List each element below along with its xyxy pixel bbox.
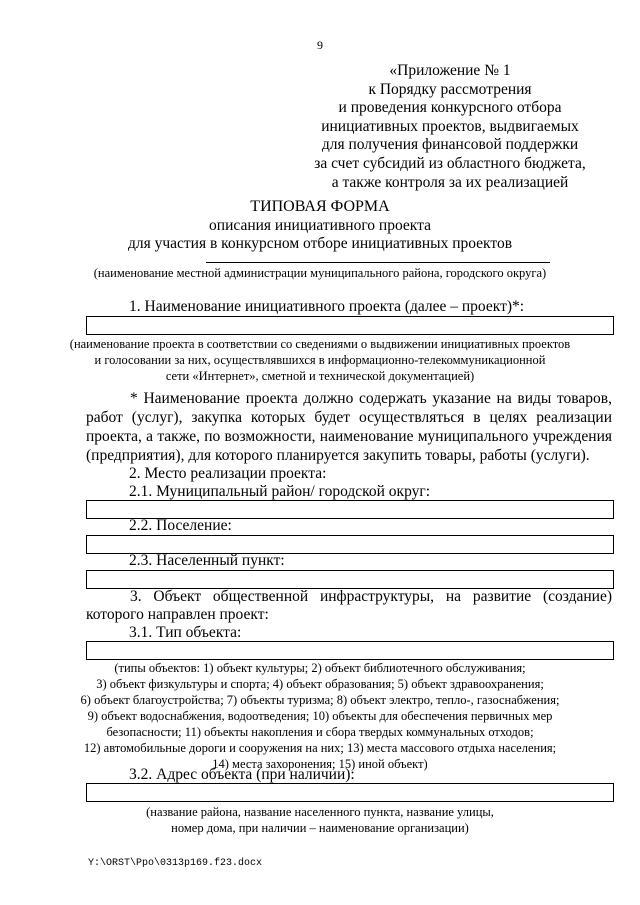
annex-line: и проведения конкурсного отбора [338,99,562,117]
section3-heading: 3. Объект общественной инфраструктуры, на развитие (создание) [130,588,612,605]
object-type-field[interactable] [86,641,614,660]
address-note [0,804,640,836]
project-name-note [0,336,640,384]
project-name-field[interactable] [86,316,614,335]
object-address-label: 3.2. Адрес объекта (при наличии): [129,766,355,783]
object-types-note [0,660,640,772]
annex-header [300,62,600,192]
note-line: (наименование проекта в соответствии со сведениями о выдвижении инициативных проектов [69,337,571,351]
footnote-line: (предприятия), для которого планируется закупить товары, работы (услуги). [86,447,590,464]
note-line: номер дома, при наличии – наименование организации) [171,821,469,835]
note-line: и голосовании за них, осуществлявшихся в информационно-телекоммуникационной [94,353,546,367]
footnote-line: * Наименование проекта должно содержать указание на виды товаров, [130,390,612,407]
locality-label: 2.3. Населенный пункт: [129,552,285,569]
annex-line: для получения финансовой поддержки [321,136,579,154]
annex-line: а также контроля за их реализацией [331,173,569,191]
section3-heading: которого направлен проект: [86,606,269,623]
note-line: (название района, название населенного пункта, название улицы, [146,805,494,819]
annex-line: «Приложение № 1 [389,62,511,79]
footer-file-path: Y:\ORST\Ppo\0313p169.f23.docx [88,858,263,869]
annex-line: инициативных проектов, выдвигаемых [321,117,579,135]
note-line: 14) места захоронения; 15) иной объект) [212,757,428,771]
footnote-line: проекта, а также, по возможности, наименование муниципального учреждения [86,428,612,445]
form-title: ТИПОВАЯ ФОРМА [250,198,390,215]
note-line: 12) автомобильные дороги и сооружения на них; 13) места массового отдыха населения; [83,741,557,755]
note-line: безопасности; 11) объекты накопления и сбора твердых коммунальных отходов; [106,725,534,739]
municipal-district-label: 2.1. Муниципальный район/ городской округ: [129,483,431,500]
form-subtitle: для участия в конкурсном отборе инициативных проектов [127,235,513,252]
object-address-field[interactable] [86,783,614,802]
section1-heading: 1. Наименование инициативного проекта (далее – проект)*: [129,298,525,315]
locality-field[interactable] [86,570,614,589]
settlement-label: 2.2. Поселение: [129,517,232,534]
footnote-line: работ (услуг), закупка которых будет осуществляться в целях реализации [86,409,612,426]
note-line: 6) объект благоустройства; 7) объекты туризма; 8) объект электро, тепло-, газоснабжения; [80,693,560,707]
note-line: сети «Интернет», сметной и технической документацией) [165,369,475,383]
form-subtitle: описания инициативного проекта [209,217,431,234]
admin-name-line[interactable] [206,262,550,263]
section2-heading: 2. Место реализации проекта: [129,465,327,482]
admin-caption: (наименование местной администрации муниципального района, городского округа) [93,266,547,280]
note-line: 3) объект физкультуры и спорта; 4) объект образования; 5) объект здравоохранения; [96,677,544,691]
annex-line: за счет субсидий из областного бюджета, [314,154,586,172]
note-line: 9) объект водоснабжения, водоотведения; 10) объекты для обеспечения первичных мер [87,709,553,723]
annex-line: к Порядку рассмотрения [368,80,532,98]
object-type-label: 3.1. Тип объекта: [129,624,242,641]
page-number: 9 [317,38,323,52]
note-line: (типы объектов: 1) объект культуры; 2) объект библиотечного обслуживания; [114,661,526,675]
